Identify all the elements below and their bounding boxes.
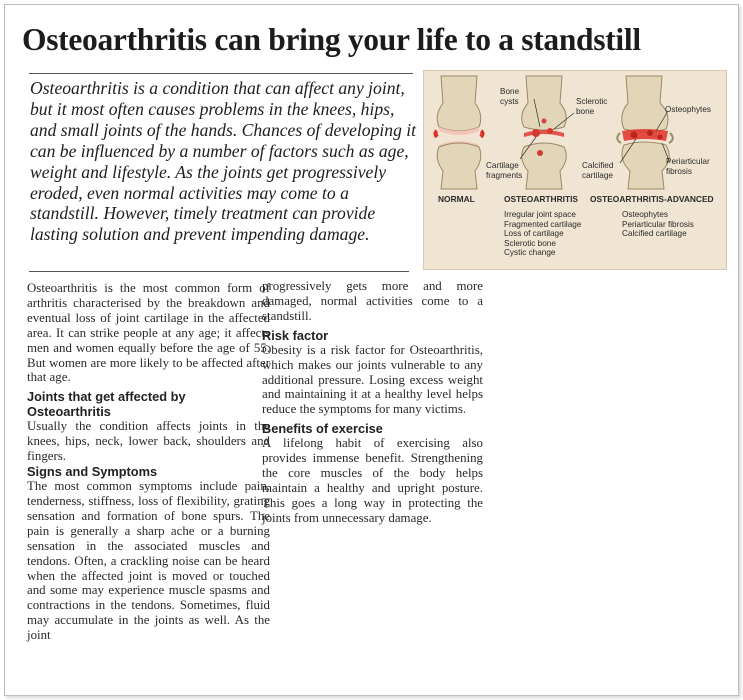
osteoarthritis-joint-graphic — [520, 76, 574, 189]
advanced-joint-graphic — [617, 76, 673, 189]
advanced-feature: Osteophytes — [622, 210, 668, 219]
headline-rule — [29, 73, 413, 74]
oa-feature: Cystic change — [504, 248, 556, 258]
advanced-feature: Calcified cartilage — [622, 229, 687, 239]
caption-normal: NORMAL — [438, 194, 475, 204]
label-cartilage-fragments: Cartilage fragments — [486, 161, 523, 180]
oa-feature: Irregular joint space — [504, 210, 576, 219]
article-column-1 — [27, 281, 270, 643]
body-paragraph: progressively gets more and more damaged, normal activities come to a standstill. — [262, 279, 483, 323]
headline: Osteoarthritis can bring your life to a standstill — [22, 22, 641, 57]
body-paragraph: Usually the condition affects joints in the knees, hips, neck, lower back, shoulders and fingers. — [27, 419, 270, 464]
advanced-feature-list — [622, 210, 694, 239]
label-calcified-cartilage: Calcified cartilage — [582, 161, 614, 180]
subheading-benefits: Benefits of exercise — [262, 421, 383, 437]
subheading-signs: Signs and Symptoms — [27, 464, 158, 480]
label-sclerotic-bone: Sclerotic bone — [576, 97, 608, 116]
intro-paragraph: Osteoarthritis is a condition that can affect any joint, but it most often causes problems in the knees, hips, and small joints of the hands. Chances of developing it can be influenced by a number of factors such as age, weight and lifestyle. As the joints get progressively eroded, even normal activities may come to a standstill. However, timely treatment can provide lasting solution and prevent impending damage. — [30, 78, 417, 245]
label-osteophytes: Osteophytes — [665, 105, 711, 114]
body-paragraph: Obesity is a risk factor for Osteoarthritis, which makes our joints vulnerable to any additional pressure. Losing excess weight and maintaining it at a healthy level helps reduce the symptoms for many victims. — [262, 342, 483, 417]
joint-diagram — [423, 70, 727, 270]
caption-advanced: OSTEOARTHRITIS-ADVANCED — [590, 194, 714, 204]
oa-feature: Sclerotic bone — [504, 238, 556, 248]
normal-joint-graphic — [436, 76, 483, 189]
label-periarticular-fibrosis: Periarticular fibrosis — [666, 157, 710, 176]
caption-osteoarthritis: OSTEOARTHRITIS — [504, 194, 578, 204]
oa-feature: Loss of cartilage — [504, 229, 564, 239]
article-column-2 — [262, 279, 483, 526]
body-paragraph: Osteoarthritis is the most common form of arthritis characterised by the breakdown and eventual loss of joint cartilage in the affected area. It can strike people at any age; it affects men and women equally before the age of 55. But women are more likely to be affected after that age. — [27, 281, 270, 385]
subheading-joints: Joints that get affected by Osteoarthritis — [27, 389, 186, 420]
oa-feature-list — [504, 210, 581, 258]
label-bone-cysts: Bone cysts — [500, 87, 520, 106]
body-paragraph: The most common symptoms include pain, tenderness, stiffness, loss of flexibility, grating sensation and formation of bone spurs. The pain is generally a sharp ache or a burning sensation in the associated muscles and tendons. Often, a crackling noise can be heard when the affected joint is moved or touched and some may experience muscle spasms and contractions in the tendons. Sometimes, fluid may accumulate in the joints as well. As the joint — [27, 479, 270, 643]
intro-rule — [29, 271, 409, 272]
advanced-feature: Periarticular fibrosis — [622, 219, 694, 229]
body-paragraph: A lifelong habit of exercising also provides immense benefit. Strengthening the core muscles of the body helps maintain a healthy and upright posture. This goes a long way in protecting the joints from unnecessary damage. — [262, 436, 483, 525]
oa-feature: Fragmented cartilage — [504, 219, 582, 229]
subheading-risk: Risk factor — [262, 327, 329, 343]
